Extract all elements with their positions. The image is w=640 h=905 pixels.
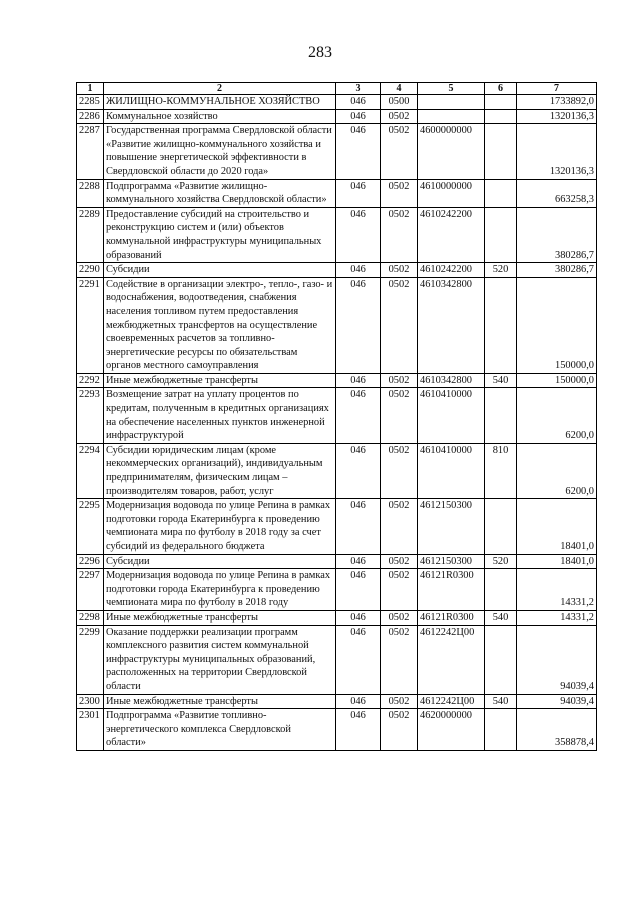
expense-type-cell bbox=[485, 277, 517, 373]
expense-type-cell bbox=[485, 625, 517, 694]
dept-code-cell: 046 bbox=[336, 95, 381, 110]
amount-cell: 14331,2 bbox=[517, 569, 597, 611]
section-code-cell: 0502 bbox=[381, 207, 418, 262]
header-cell: 6 bbox=[485, 83, 517, 95]
dept-code-cell: 046 bbox=[336, 610, 381, 625]
section-code-cell: 0502 bbox=[381, 610, 418, 625]
dept-code-cell: 046 bbox=[336, 443, 381, 498]
target-article-cell: 4610000000 bbox=[418, 179, 485, 207]
table-row bbox=[77, 709, 597, 751]
target-article-cell: 4612150300 bbox=[418, 554, 485, 569]
target-article-cell: 4600000000 bbox=[418, 124, 485, 179]
item-name-cell: Государственная программа Свердловской области «Развитие жилищно-коммунального хозяйства и повышение энергетической эффективности в Свердловской области до 2020 года» bbox=[104, 124, 336, 179]
row-number-cell: 2297 bbox=[77, 569, 104, 611]
section-code-cell: 0502 bbox=[381, 263, 418, 278]
section-code-cell: 0502 bbox=[381, 569, 418, 611]
table-row bbox=[77, 610, 597, 625]
expense-type-cell: 540 bbox=[485, 610, 517, 625]
header-cell: 3 bbox=[336, 83, 381, 95]
item-name-cell: Иные межбюджетные трансферты bbox=[104, 373, 336, 388]
amount-cell: 18401,0 bbox=[517, 499, 597, 554]
target-article-cell: 4612242Ц00 bbox=[418, 694, 485, 709]
target-article-cell: 4620000000 bbox=[418, 709, 485, 751]
item-name-cell: Содействие в организации электро-, тепло-, газо- и водоснабжения, водоотведения, снабжения населения топливом путем предоставления межбюджетных трансфертов на осуществление своевременных расчетов за топливно-энергетические ресурсы по обязательствам органов местного самоуправления bbox=[104, 277, 336, 373]
dept-code-cell: 046 bbox=[336, 263, 381, 278]
amount-cell: 663258,3 bbox=[517, 179, 597, 207]
dept-code-cell: 046 bbox=[336, 694, 381, 709]
expense-type-cell bbox=[485, 95, 517, 110]
header-cell: 2 bbox=[104, 83, 336, 95]
item-name-cell: Иные межбюджетные трансферты bbox=[104, 694, 336, 709]
expense-type-cell bbox=[485, 569, 517, 611]
table-row bbox=[77, 554, 597, 569]
table-row bbox=[77, 499, 597, 554]
row-number-cell: 2287 bbox=[77, 124, 104, 179]
target-article-cell: 4610410000 bbox=[418, 443, 485, 498]
target-article-cell: 46121R0300 bbox=[418, 610, 485, 625]
budget-table bbox=[76, 82, 597, 751]
row-number-cell: 2290 bbox=[77, 263, 104, 278]
target-article-cell: 4610242200 bbox=[418, 263, 485, 278]
item-name-cell: Подпрограмма «Развитие жилищно-коммунального хозяйства Свердловской области» bbox=[104, 179, 336, 207]
target-article-cell: 4610410000 bbox=[418, 388, 485, 443]
table-row bbox=[77, 109, 597, 124]
row-number-cell: 2285 bbox=[77, 95, 104, 110]
header-cell: 7 bbox=[517, 83, 597, 95]
expense-type-cell bbox=[485, 124, 517, 179]
dept-code-cell: 046 bbox=[336, 109, 381, 124]
section-code-cell: 0502 bbox=[381, 499, 418, 554]
item-name-cell: Субсидии bbox=[104, 554, 336, 569]
item-name-cell: ЖИЛИЩНО-КОММУНАЛЬНОЕ ХОЗЯЙСТВО bbox=[104, 95, 336, 110]
target-article-cell: 4612242Ц00 bbox=[418, 625, 485, 694]
dept-code-cell: 046 bbox=[336, 277, 381, 373]
expense-type-cell bbox=[485, 709, 517, 751]
table-row bbox=[77, 373, 597, 388]
amount-cell: 94039,4 bbox=[517, 625, 597, 694]
item-name-cell: Субсидии юридическим лицам (кроме некоммерческих организаций), индивидуальным предпринимателям, физическим лицам – производителям товаров, работ, услуг bbox=[104, 443, 336, 498]
section-code-cell: 0502 bbox=[381, 388, 418, 443]
target-article-cell: 4610342800 bbox=[418, 373, 485, 388]
item-name-cell: Модернизация водовода по улице Репина в рамках подготовки города Екатеринбурга к проведению чемпионата мира по футболу в 2018 году bbox=[104, 569, 336, 611]
expense-type-cell bbox=[485, 388, 517, 443]
page-number: 283 bbox=[308, 44, 332, 61]
row-number-cell: 2291 bbox=[77, 277, 104, 373]
header-cell: 4 bbox=[381, 83, 418, 95]
item-name-cell: Подпрограмма «Развитие топливно-энергетического комплекса Свердловской области» bbox=[104, 709, 336, 751]
expense-type-cell bbox=[485, 499, 517, 554]
dept-code-cell: 046 bbox=[336, 207, 381, 262]
amount-cell: 150000,0 bbox=[517, 277, 597, 373]
amount-cell: 380286,7 bbox=[517, 207, 597, 262]
section-code-cell: 0502 bbox=[381, 694, 418, 709]
dept-code-cell: 046 bbox=[336, 554, 381, 569]
item-name-cell: Субсидии bbox=[104, 263, 336, 278]
expense-type-cell: 520 bbox=[485, 554, 517, 569]
dept-code-cell: 046 bbox=[336, 569, 381, 611]
row-number-cell: 2286 bbox=[77, 109, 104, 124]
row-number-cell: 2301 bbox=[77, 709, 104, 751]
table-row bbox=[77, 179, 597, 207]
table-row bbox=[77, 569, 597, 611]
amount-cell: 18401,0 bbox=[517, 554, 597, 569]
row-number-cell: 2292 bbox=[77, 373, 104, 388]
table-row bbox=[77, 207, 597, 262]
dept-code-cell: 046 bbox=[336, 388, 381, 443]
target-article-cell bbox=[418, 109, 485, 124]
item-name-cell: Оказание поддержки реализации программ комплексного развития систем коммунальной инфраструктуры муниципальных образований, расположенных на территории Свердловской области bbox=[104, 625, 336, 694]
section-code-cell: 0502 bbox=[381, 124, 418, 179]
header-row bbox=[77, 83, 597, 95]
section-code-cell: 0502 bbox=[381, 554, 418, 569]
dept-code-cell: 046 bbox=[336, 179, 381, 207]
header-cell: 1 bbox=[77, 83, 104, 95]
amount-cell: 358878,4 bbox=[517, 709, 597, 751]
section-code-cell: 0502 bbox=[381, 443, 418, 498]
section-code-cell: 0502 bbox=[381, 179, 418, 207]
amount-cell: 6200,0 bbox=[517, 388, 597, 443]
item-name-cell: Предоставление субсидий на строительство и реконструкцию систем и (или) объектов коммунальной инфраструктуры муниципальных образований bbox=[104, 207, 336, 262]
table-row bbox=[77, 124, 597, 179]
item-name-cell: Модернизация водовода по улице Репина в рамках подготовки города Екатеринбурга к проведению чемпионата мира по футболу в 2018 году за счет субсидий из федерального бюджета bbox=[104, 499, 336, 554]
row-number-cell: 2298 bbox=[77, 610, 104, 625]
row-number-cell: 2299 bbox=[77, 625, 104, 694]
row-number-cell: 2289 bbox=[77, 207, 104, 262]
item-name-cell: Коммунальное хозяйство bbox=[104, 109, 336, 124]
table-row bbox=[77, 277, 597, 373]
table-row bbox=[77, 694, 597, 709]
expense-type-cell: 540 bbox=[485, 694, 517, 709]
amount-cell: 380286,7 bbox=[517, 263, 597, 278]
target-article-cell: 4610342800 bbox=[418, 277, 485, 373]
section-code-cell: 0502 bbox=[381, 373, 418, 388]
dept-code-cell: 046 bbox=[336, 625, 381, 694]
section-code-cell: 0502 bbox=[381, 277, 418, 373]
amount-cell: 6200,0 bbox=[517, 443, 597, 498]
expense-type-cell: 520 bbox=[485, 263, 517, 278]
table-row bbox=[77, 263, 597, 278]
amount-cell: 1733892,0 bbox=[517, 95, 597, 110]
amount-cell: 1320136,3 bbox=[517, 124, 597, 179]
amount-cell: 94039,4 bbox=[517, 694, 597, 709]
dept-code-cell: 046 bbox=[336, 373, 381, 388]
row-number-cell: 2295 bbox=[77, 499, 104, 554]
dept-code-cell: 046 bbox=[336, 499, 381, 554]
target-article-cell bbox=[418, 95, 485, 110]
table-row bbox=[77, 388, 597, 443]
dept-code-cell: 046 bbox=[336, 709, 381, 751]
dept-code-cell: 046 bbox=[336, 124, 381, 179]
table-row bbox=[77, 95, 597, 110]
expense-type-cell bbox=[485, 109, 517, 124]
expense-type-cell: 810 bbox=[485, 443, 517, 498]
expense-type-cell bbox=[485, 179, 517, 207]
table-row bbox=[77, 625, 597, 694]
row-number-cell: 2288 bbox=[77, 179, 104, 207]
section-code-cell: 0502 bbox=[381, 109, 418, 124]
row-number-cell: 2294 bbox=[77, 443, 104, 498]
table-row bbox=[77, 443, 597, 498]
expense-type-cell: 540 bbox=[485, 373, 517, 388]
row-number-cell: 2300 bbox=[77, 694, 104, 709]
item-name-cell: Иные межбюджетные трансферты bbox=[104, 610, 336, 625]
header-cell: 5 bbox=[418, 83, 485, 95]
target-article-cell: 46121R0300 bbox=[418, 569, 485, 611]
target-article-cell: 4612150300 bbox=[418, 499, 485, 554]
amount-cell: 150000,0 bbox=[517, 373, 597, 388]
amount-cell: 14331,2 bbox=[517, 610, 597, 625]
expense-type-cell bbox=[485, 207, 517, 262]
row-number-cell: 2293 bbox=[77, 388, 104, 443]
row-number-cell: 2296 bbox=[77, 554, 104, 569]
section-code-cell: 0502 bbox=[381, 625, 418, 694]
amount-cell: 1320136,3 bbox=[517, 109, 597, 124]
section-code-cell: 0500 bbox=[381, 95, 418, 110]
target-article-cell: 4610242200 bbox=[418, 207, 485, 262]
item-name-cell: Возмещение затрат на уплату процентов по кредитам, полученным в кредитных организациях на обеспечение населенных пунктов инженерной инфраструктурой bbox=[104, 388, 336, 443]
section-code-cell: 0502 bbox=[381, 709, 418, 751]
